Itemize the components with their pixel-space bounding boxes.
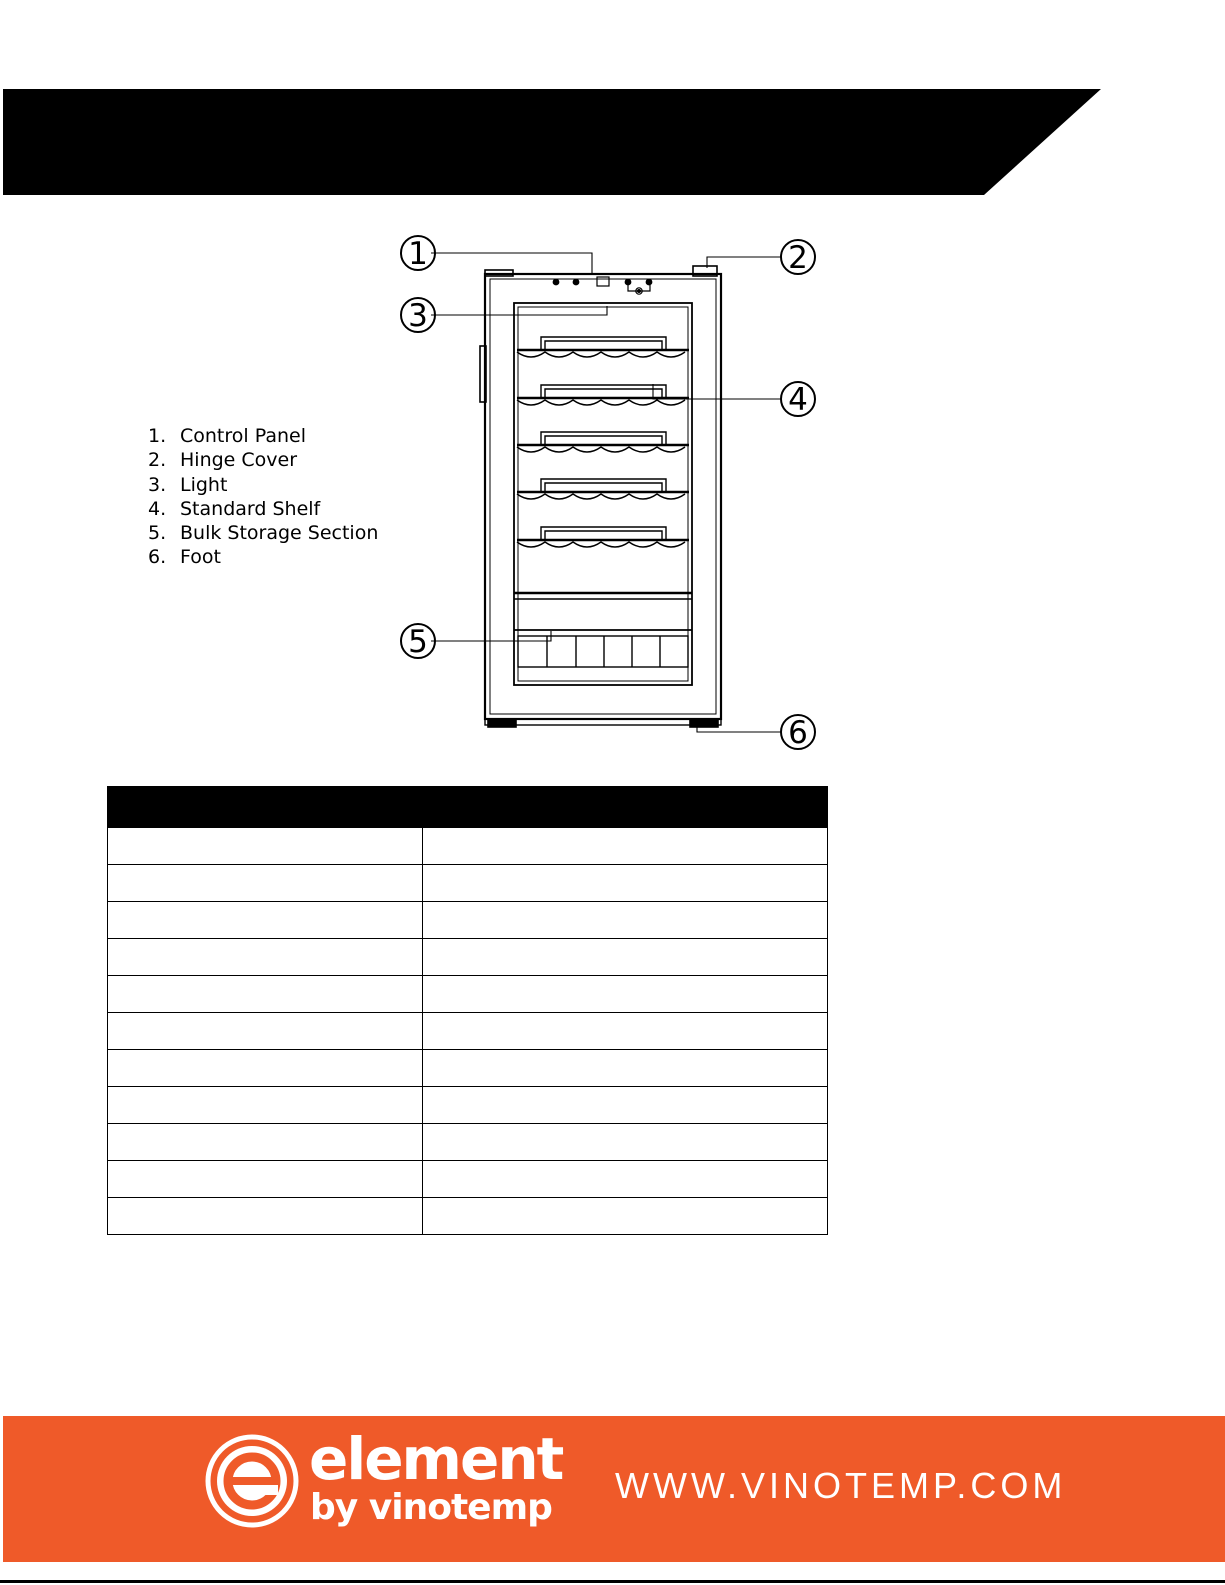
table-cell (423, 1050, 828, 1087)
table-row (108, 828, 828, 865)
wine-cooler-diagram (0, 0, 1225, 760)
svg-text:1: 1 (408, 236, 428, 272)
brand-name: element (309, 1425, 563, 1493)
table-cell (108, 828, 423, 865)
table-header-cell (423, 787, 828, 828)
table-row (108, 865, 828, 902)
table-cell (423, 939, 828, 976)
callout-1 (401, 236, 435, 272)
table-cell (108, 1050, 423, 1087)
callout-4 (781, 382, 815, 418)
table-cell (108, 976, 423, 1013)
callout-2 (781, 240, 815, 276)
cabinet-feet (485, 719, 721, 727)
parts-list-item: 5. Bulk Storage Section (148, 522, 379, 545)
part-label: Hinge Cover (180, 449, 298, 472)
svg-text:5: 5 (408, 624, 428, 660)
bulk-storage-section (514, 593, 692, 667)
table-cell (423, 865, 828, 902)
table-cell (423, 1198, 828, 1235)
table-cell (423, 1013, 828, 1050)
table-header-row (108, 787, 828, 828)
element-logo-icon (205, 1434, 299, 1528)
table-row (108, 1161, 828, 1198)
table-cell (423, 902, 828, 939)
table-cell (108, 1198, 423, 1235)
table-cell (108, 1087, 423, 1124)
table-row (108, 1198, 828, 1235)
table-cell (108, 1013, 423, 1050)
table-row (108, 1013, 828, 1050)
svg-text:3: 3 (408, 298, 428, 334)
table-cell (108, 865, 423, 902)
table-row (108, 939, 828, 976)
svg-text:2: 2 (788, 240, 808, 276)
callout-6 (781, 715, 815, 751)
svg-text:6: 6 (788, 715, 808, 751)
table-row (108, 1124, 828, 1161)
table-row (108, 1050, 828, 1087)
table-row (108, 1087, 828, 1124)
table-body (108, 828, 828, 1235)
part-label: Foot (180, 546, 221, 569)
parts-list-item: 1. Control Panel (148, 425, 306, 447)
parts-list-item: 6. Foot (148, 546, 221, 569)
table-cell (108, 1161, 423, 1198)
table-cell (108, 1124, 423, 1161)
part-label: Bulk Storage Section (180, 522, 379, 545)
parts-list-item: 3. Light (148, 473, 228, 496)
standard-shelves (517, 337, 689, 547)
table-row (108, 902, 828, 939)
bottom-rule (0, 1580, 1225, 1583)
part-label: Control Panel (180, 425, 306, 447)
parts-list-item: 4. Standard Shelf (148, 497, 321, 520)
table-cell (423, 828, 828, 865)
table-cell (423, 976, 828, 1013)
table-cell (423, 1161, 828, 1198)
table-row (108, 976, 828, 1013)
parts-list-item: 2. Hinge Cover (148, 449, 298, 472)
callout-3 (401, 298, 435, 334)
table-cell (108, 902, 423, 939)
table-cell (108, 939, 423, 976)
spec-table (107, 786, 828, 1235)
svg-text:4: 4 (788, 382, 808, 418)
table-cell (423, 1124, 828, 1161)
footer-bar (3, 1416, 1225, 1562)
part-label: Standard Shelf (180, 497, 321, 520)
callout-5 (401, 624, 435, 660)
website-url[interactable]: WWW.VINOTEMP.COM (615, 1465, 1067, 1506)
table-header-cell (108, 787, 423, 828)
table-cell (423, 1087, 828, 1124)
part-label: Light (180, 473, 228, 496)
brand-subtitle: by vinotemp (310, 1487, 552, 1528)
